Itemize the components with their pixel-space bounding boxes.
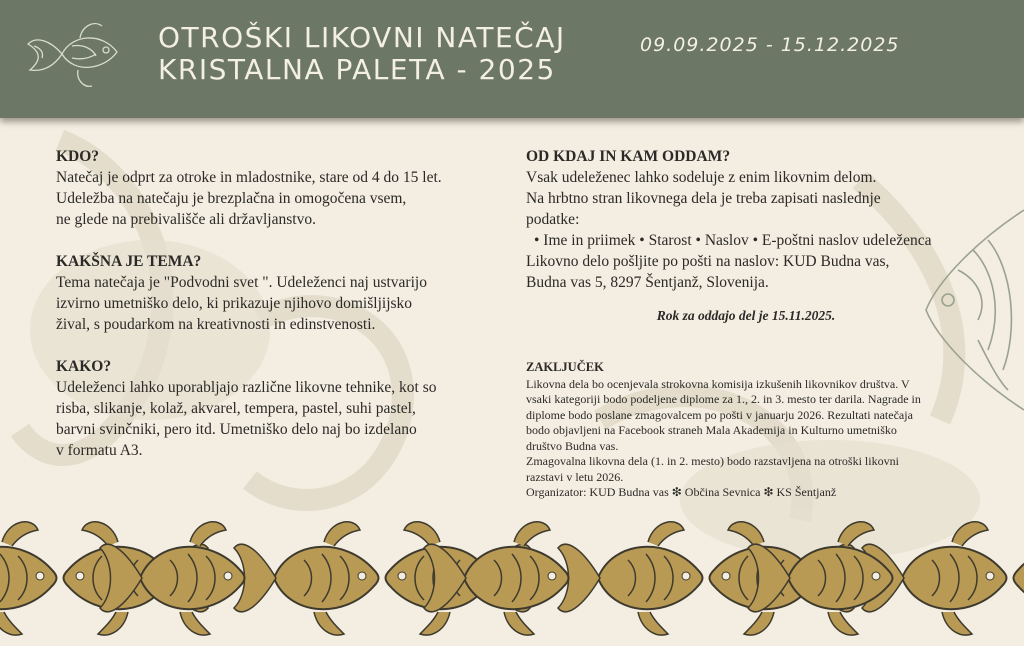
header-banner [0,0,1024,118]
kako-line: risba, slikanje, kolaž, akvarel, tempera, pastel, suhi pastel, [56,400,416,417]
tema-line: izvirno umetniško delo, ki prikazuje njihovo domišljijsko [56,295,413,312]
section-heading-kako: KAKO? [56,358,112,375]
closing-line: diplome bodo poslane zmagovalcem po pošti v januarju 2026. Rezultati natečaja [526,407,913,422]
oddaja-line: podatke: [526,211,580,228]
closing-line: razstavi v letu 2026. [526,469,624,484]
kako-line: Udeleženci lahko uporabljajo različne likovne tehnike, kot so [56,379,437,396]
section-heading-tema: KAKŠNA JE TEMA? [56,253,202,270]
section-heading-zakljucek: ZAKLJUČEK [526,360,604,374]
kdo-line: Natečaj je odprt za otroke in mladostnike, stare od 4 do 15 let. [56,169,442,186]
right-column [526,146,986,326]
closing-line: vsaki kategoriji bodo podeljene diplome za 1., 2. in 3. mesto ter darila. Nagrade in [526,392,921,406]
kako-line: barvni svinčniki, pero itd. Umetniško delo naj bo izdelano [56,421,417,438]
ornamental-fish [234,522,379,635]
title-line-2: KRISTALNA PALETA - 2025 [158,53,556,86]
tema-line: Tema natečaja je "Podvodni svet ". Udeleženci naj ustvarijo [56,274,427,291]
address-line: Budna vas 5, 8297 Šentjanž, Slovenija. [526,274,769,291]
ornamental-fish [558,522,703,635]
section-heading-oddaja: OD KDAJ IN KAM ODDAM? [526,148,731,165]
organizer-line: Organizator: KUD Budna vas ❇ Občina Sevnica ❇ KS Šentjanž [526,485,837,499]
deadline-note: Rok za oddajo del je 15.11.2025. [656,308,836,323]
ornamental-fish-border [0,516,1024,646]
required-fields-list: • Ime in priimek • Starost • Naslov • E-poštni naslov udeleženca [534,232,932,249]
left-column [56,146,496,461]
kako-line: v formatu A3. [56,442,143,459]
closing-line: Likovna dela bo ocenjevala strokovna komisija izkušenih likovnikov društva. V [526,376,910,391]
title-line-1: OTROŠKI LIKOVNI NATEČAJ [158,21,566,54]
kdo-line: Udeležba na natečaju je brezplačna in omogočena vsem, [56,190,407,207]
oddaja-line: Vsak udeleženec lahko sodeluje z enim likovnim delom. [526,169,877,186]
address-line: Likovno delo pošljite po pošti na naslov: KUD Budna vas, [526,253,890,270]
closing-line: društvo Budna vas. [526,438,619,453]
tema-line: žival, s poudarkom na kreativnosti in edinstvenosti. [56,316,376,333]
page-title [158,22,566,86]
ornamental-fish [1014,522,1024,635]
closing-line: bodo objavljeni na Facebook straneh Mala Akademija in Kulturno umetniško [526,423,897,437]
section-heading-kdo: KDO? [56,148,100,165]
closing-line: Zmagovalna likovna dela (1. in 2. mesto) bodo razstavljena na otroški likovni [526,454,899,468]
closing-section [526,360,966,501]
ornamental-fish [0,522,57,635]
date-range: 09.09.2025 - 15.12.2025 [640,34,900,56]
kdo-line: ne glede na prebivališče ali državljanstvo. [56,211,316,228]
goldfish-line-icon [22,14,132,96]
oddaja-line: Na hrbtno stran likovnega dela je treba zapisati naslednje [526,190,881,207]
